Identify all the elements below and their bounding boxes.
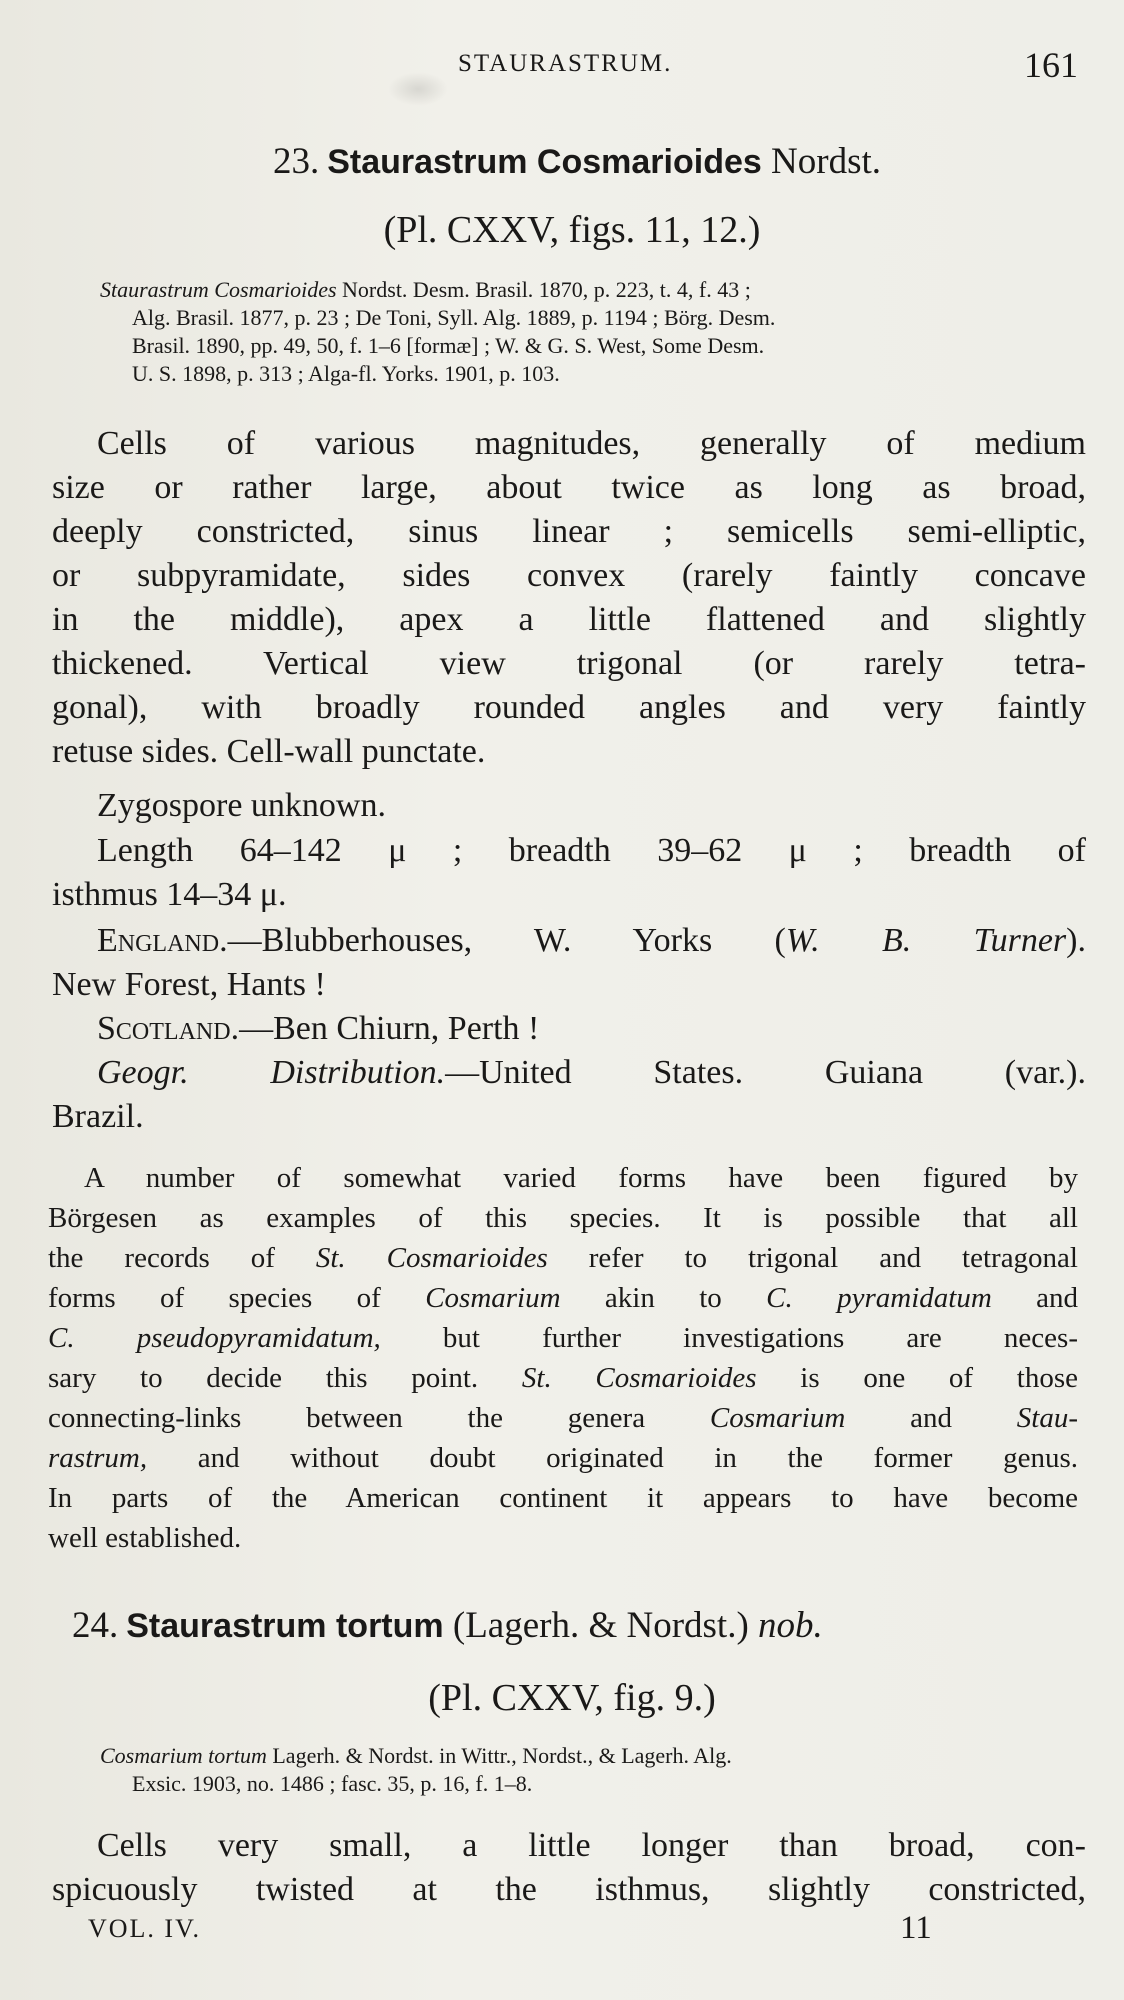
description-line: size or rather large, about twice as long as broad, (52, 469, 1086, 506)
remarks-line (48, 1438, 1078, 1478)
page-footer (0, 1910, 1124, 1950)
distribution-text: —United States. Guiana (var.). (445, 1054, 1086, 1091)
zygospore-line: Zygospore unknown. (97, 787, 386, 824)
remarks-line: well established. (48, 1522, 242, 1554)
species-24-heading (0, 1604, 1124, 1648)
species-name: Staurastrum tortum (126, 1607, 444, 1645)
synonymy-line: Alg. Brasil. 1877, p. 23 ; De Toni, Syll. Alg. 1889, p. 1194 ; Börg. Desm. (132, 305, 776, 330)
description-line: deeply constricted, sinus linear ; semicells semi-elliptic, (52, 513, 1086, 550)
taxon-name: C. pyramidatum (766, 1282, 992, 1314)
plate-reference: (Pl. CXXV, fig. 9.) (428, 1677, 716, 1719)
taxon-name: C. pseudopyramidatum, (48, 1322, 381, 1354)
signature-mark: 11 (900, 1910, 932, 1946)
geogr-label: Geogr. Distribution. (97, 1054, 446, 1091)
distribution-line: Brazil. (52, 1098, 144, 1135)
species-author-nob: nob. (758, 1605, 823, 1646)
taxon-name: Stau- (1016, 1402, 1079, 1434)
synonym-name: Cosmarium tortum (100, 1743, 267, 1768)
synonymy-line: U. S. 1898, p. 313 ; Alga-fl. Yorks. 1901, p. 103. (132, 361, 560, 386)
distribution-text: —Ben Chiurn, Perth ! (239, 1010, 540, 1047)
remarks-text: and without doubt originated in the former genus. (147, 1442, 1078, 1474)
remarks-line: Börgesen as examples of this species. It is possible that all (48, 1202, 1078, 1234)
synonymy-line: Brasil. 1890, pp. 49, 50, f. 1–6 [formæ] ; W. & G. S. West, Some Desm. (132, 333, 765, 358)
remarks-text: the records of (48, 1242, 316, 1274)
taxon-name: rastrum, (48, 1442, 148, 1474)
measurements-paragraph (52, 829, 1086, 917)
running-title: STAURASTRUM. (458, 50, 673, 77)
description-paragraph (52, 422, 1086, 774)
species-23-heading (0, 140, 1124, 184)
description-line: thickened. Vertical view trigonal (or rarely tetra- (52, 645, 1086, 682)
remarks-text: refer to trigonal and tetragonal (547, 1242, 1078, 1274)
remarks-line (48, 1238, 1078, 1278)
distribution-england (52, 919, 1086, 963)
distribution-scotland (52, 1007, 1086, 1051)
measurement-line: isthmus 14–34 μ. (52, 876, 287, 913)
description-line: in the middle), apex a little flattened and slightly (52, 601, 1086, 638)
synonymy-block (100, 276, 1090, 388)
collector-name: W. B. Turner (785, 922, 1067, 959)
taxon-name: Cosmarium (709, 1402, 846, 1434)
distribution-geographic (52, 1051, 1086, 1095)
taxon-name: Cosmarium (425, 1282, 561, 1314)
running-head (0, 44, 1124, 84)
description-line: retuse sides. Cell-wall punctate. (52, 733, 486, 770)
taxon-name: St. Cosmarioides (315, 1242, 548, 1274)
remarks-text: akin to (560, 1282, 767, 1314)
remarks-paragraph (48, 1158, 1078, 1558)
description-line: gonal), with broadly rounded angles and very faintly (52, 689, 1086, 726)
synonymy-line: Exsic. 1903, no. 1486 ; fasc. 35, p. 16, f. 1–8. (132, 1771, 533, 1796)
remarks-text: forms of species of (48, 1282, 426, 1314)
description-paragraph (52, 1824, 1086, 1912)
taxon-name: St. Cosmarioides (521, 1362, 757, 1394)
description-line: Cells very small, a little longer than broad, con- (97, 1827, 1086, 1864)
synonym-name: Staurastrum Cosmarioides (100, 277, 337, 302)
description-line: spicuously twisted at the isthmus, slightly constricted, (52, 1871, 1086, 1908)
remarks-line (48, 1398, 1078, 1438)
page-number: 161 (1024, 45, 1078, 85)
remarks-text: but further investigations are neces- (380, 1322, 1078, 1354)
zygospore-paragraph (52, 784, 1086, 828)
remarks-line: A number of somewhat varied forms have been figured by (84, 1162, 1078, 1194)
remarks-line: In parts of the American continent it appears to have become (48, 1482, 1078, 1514)
region-label: England. (97, 922, 228, 959)
synonymy-line: Nordst. Desm. Brasil. 1870, p. 223, t. 4, f. 43 ; (336, 277, 751, 302)
distribution-text: —Blubberhouses, W. Yorks ( (227, 922, 786, 959)
distribution-text: ). (1066, 922, 1086, 959)
distribution-block (52, 919, 1086, 1139)
remarks-text: sary to decide this point. (48, 1362, 522, 1394)
remarks-text: and (991, 1282, 1079, 1314)
synonymy-block (100, 1742, 1090, 1798)
species-author: (Lagerh. & Nordst.) (443, 1605, 759, 1646)
region-label: Scotland. (97, 1010, 240, 1047)
description-line: Cells of various magnitudes, generally of medium (97, 425, 1086, 462)
volume-label: VOL. IV. (88, 1914, 202, 1943)
remarks-line (48, 1358, 1078, 1398)
plate-reference: (Pl. CXXV, figs. 11, 12.) (383, 209, 761, 251)
species-number: 24. (72, 1605, 119, 1646)
description-line: or subpyramidate, sides convex (rarely faintly concave (52, 557, 1086, 594)
distribution-line: New Forest, Hants ! (52, 966, 326, 1003)
remarks-text: is one of those (756, 1362, 1078, 1394)
remarks-text: connecting-links between the genera (48, 1402, 710, 1434)
remarks-line (48, 1318, 1078, 1358)
remarks-line (48, 1278, 1078, 1318)
species-name: Staurastrum Cosmarioides (327, 143, 762, 181)
species-number: 23. (272, 141, 320, 182)
species-author: Nordst. (761, 141, 882, 182)
synonymy-line: Lagerh. & Nordst. in Wittr., Nordst., & Lagerh. Alg. (266, 1743, 732, 1768)
measurement-line: Length 64–142 μ ; breadth 39–62 μ ; breadth of (97, 832, 1086, 869)
remarks-text: and (845, 1402, 1017, 1434)
